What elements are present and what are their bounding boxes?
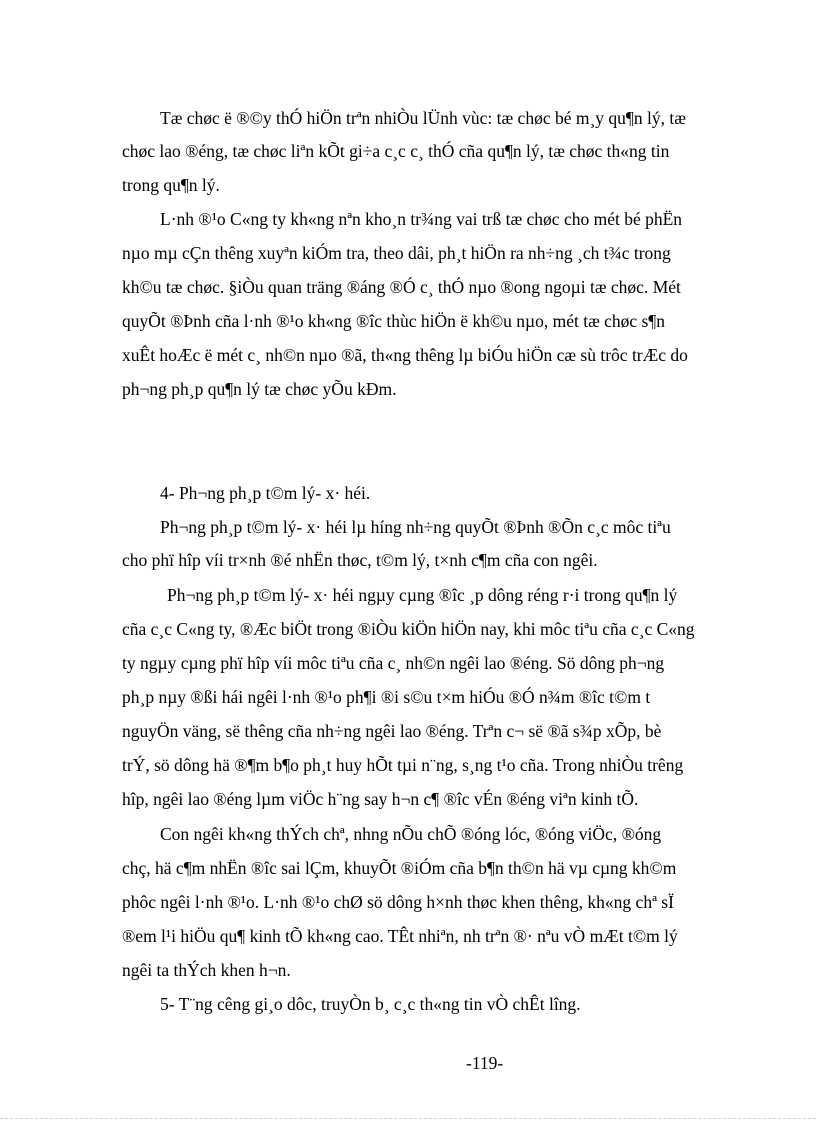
text-line-2: chøc lao ®éng, tæ chøc liªn kÕt gi÷a c¸c c¸ thÓ cña qu¶n lý, tæ chøc th«ng tin <box>122 141 670 161</box>
text-line-15: ty ngµy cµng phï hîp víi môc tiªu cña c¸ nh©n ngêi lao ®éng. Sö dông ph¬ng <box>122 653 665 673</box>
text-line-3: trong qu¶n lý. <box>122 175 220 195</box>
text-line-1: Tæ chøc ë ®©y thÓ hiÖn trªn nhiÒu lÜnh vùc: tæ chøc bé m¸y qu¶n lý, tæ <box>160 108 686 128</box>
text-line-24: ngêi ta thÝch khen h¬n. <box>122 960 291 980</box>
page-number: -119- <box>466 1053 504 1073</box>
text-line-5: nµo mµ cÇn thêng xuyªn kiÓm tra, theo dâi, ph¸t hiÖn ra nh÷ng ¸ch t¾c trong <box>122 243 671 263</box>
text-line-23: ®em l¹i hiÖu qu¶ kinh tÕ kh«ng cao. TÊt nhiªn, nh trªn ®· nªu vÒ mÆt t©m lý <box>122 926 678 946</box>
text-line-18: trÝ, sö dông hä ®¶m b¶o ph¸t huy hÕt tµi n¨ng, s¸ng t¹o cña. Trong nhiÒu trêng <box>122 755 684 775</box>
page-bottom-border <box>0 1118 816 1119</box>
text-line-13: Ph¬ng ph¸p t©m lý- x· héi ngµy cµng ®îc ¸p dông réng r·i trong qu¶n lý <box>167 585 678 605</box>
text-line-21: chç, hä c¶m nhËn ®îc sai lÇm, khuyÕt ®iÓm cña b¶n th©n hä vµ cµng kh©m <box>122 858 677 878</box>
text-line-4: L·nh ®¹o C«ng ty kh«ng nªn kho¸n tr¾ng vai trß tæ chøc cho mét bé phËn <box>160 209 683 229</box>
text-line-12: cho phï hîp víi tr×nh ®é nhËn thøc, t©m lý, t×nh c¶m cña con ngêi. <box>122 550 598 570</box>
text-line-7: quyÕt ®Þnh cña l·nh ®¹o kh«ng ®îc thùc hiÖn ë kh©u nµo, mét tæ chøc s¶n <box>122 311 666 331</box>
section-heading-5: 5- T¨ng cêng gi¸o dôc, truyÒn b¸ c¸c th«ng tin vÒ chÊt lîng. <box>160 994 581 1014</box>
text-line-20: Con ngêi kh«ng thÝch chª, nhng nÕu chÕ ®óng lóc, ®óng viÖc, ®óng <box>160 824 662 844</box>
text-line-19: hîp, ngêi lao ®éng lµm viÖc h¨ng say h¬n c¶ ®îc vÉn ®éng viªn kinh tÕ. <box>122 789 639 809</box>
text-line-9: ph¬ng ph¸p qu¶n lý tæ chøc yÕu kÐm. <box>122 379 397 399</box>
text-line-14: cña c¸c C«ng ty, ®Æc biÖt trong ®iÒu kiÖn hiÖn nay, khi môc tiªu cña c¸c C«ng <box>122 619 695 639</box>
text-line-11: Ph¬ng ph¸p t©m lý- x· héi lµ híng nh÷ng quyÕt ®Þnh ®Õn c¸c môc tiªu <box>160 517 671 537</box>
text-line-8: xuÊt hoÆc ë mét c¸ nh©n nµo ®ã, th«ng thêng lµ biÓu hiÖn cæ sù trôc trÆc do <box>122 345 688 365</box>
section-heading-4: 4- Ph¬ng ph¸p t©m lý- x· héi. <box>160 483 371 503</box>
text-line-22: phôc ngêi l·nh ®¹o. L·nh ®¹o chØ sö dông h×nh thøc khen thêng, kh«ng chª sÏ <box>122 892 674 912</box>
text-line-16: ph¸p nµy ®ßi hái ngêi l·nh ®¹o ph¶i ®i s©u t×m hiÓu ®Ó n¾m ®îc t©m t <box>122 687 651 707</box>
text-line-17: nguyÖn väng, së thêng cña nh÷ng ngêi lao ®éng. Trªn c¬ së ®ã s¾p xÕp, bè <box>122 721 662 741</box>
text-line-6: kh©u tæ chøc. §iÒu quan träng ®áng ®Ó c¸ thÓ nµo ®ong ngoµi tæ chøc. Mét <box>122 277 681 297</box>
